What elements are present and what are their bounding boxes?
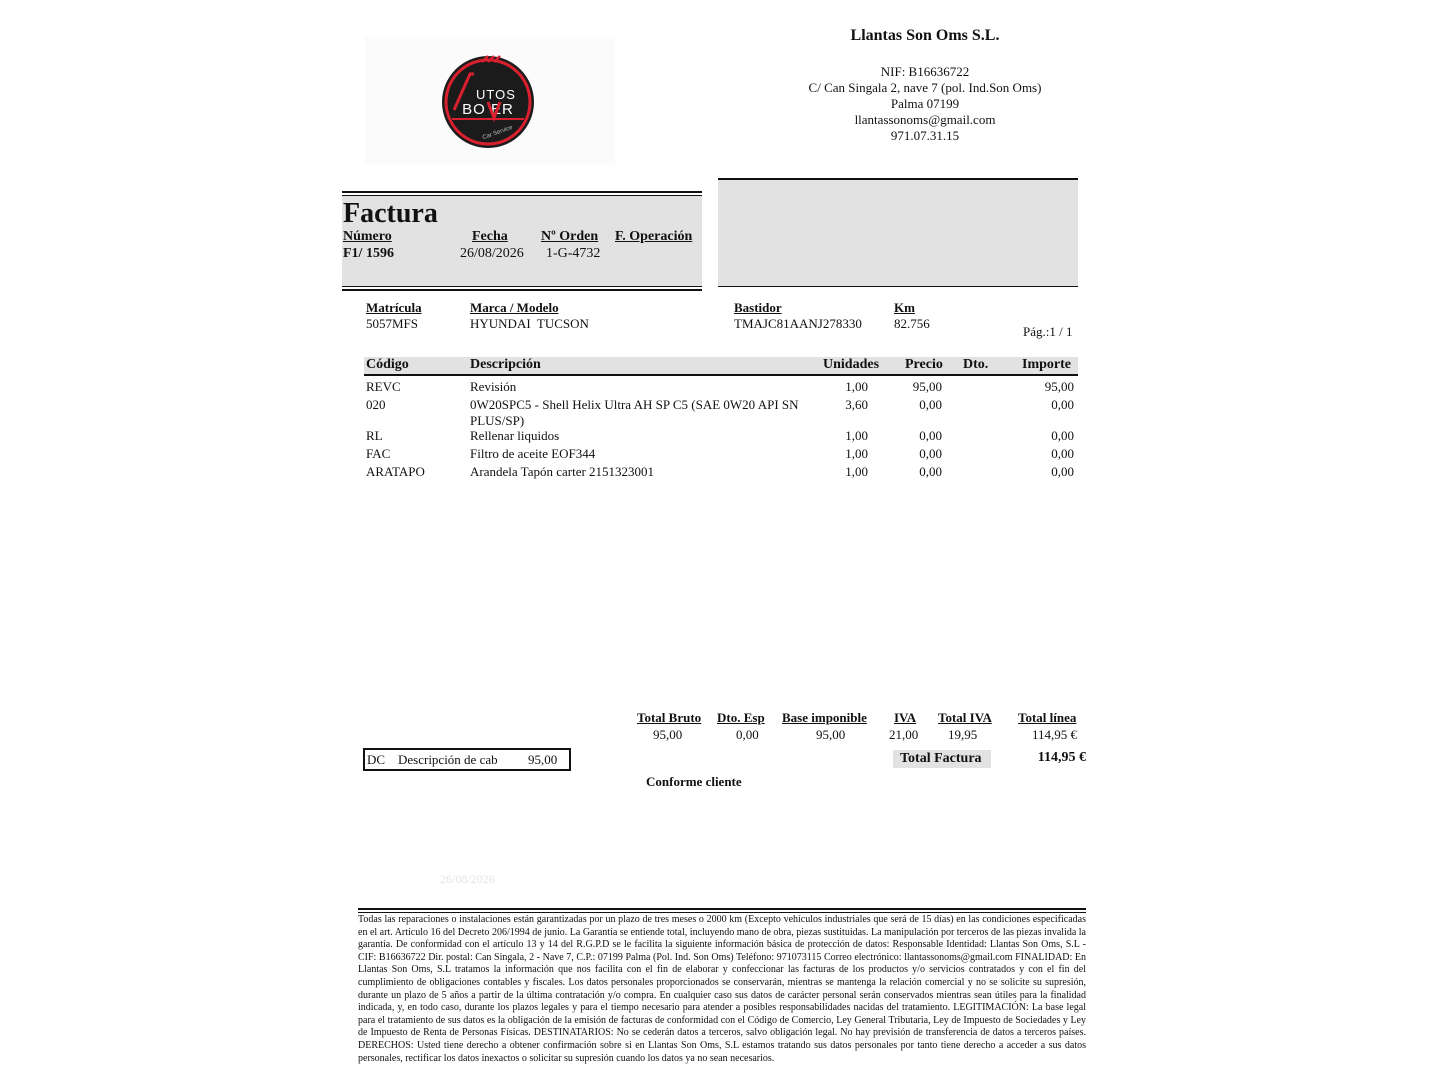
item-price: 0,00 (919, 428, 942, 443)
items-header-rule (364, 374, 1078, 376)
special-discount: 0,00 (736, 727, 759, 742)
gross-total: 95,00 (653, 727, 683, 742)
item-price: 0,00 (919, 464, 942, 479)
total-invoice-label: Total Factura (900, 751, 982, 766)
invoice-operation-header: F. Operación (615, 229, 693, 244)
faint-date: 26/08/2026 (440, 872, 495, 886)
plate-value: 5057MFS (366, 316, 419, 331)
invoice-date-header: Fecha (472, 229, 508, 244)
chassis-value: TMAJC81AANJ278330 (734, 316, 862, 331)
make-model-value: HYUNDAI TUCSON (470, 316, 589, 331)
company-email: llantassonoms@gmail.com (854, 112, 996, 127)
amount-column-header: Importe (1022, 357, 1071, 372)
client-box (718, 180, 1078, 286)
vat-rate: 21,00 (889, 727, 919, 742)
tax-base: 95,00 (816, 727, 846, 742)
dc-description: Descripción de cab (398, 752, 498, 767)
code-column-header: Código (366, 357, 409, 372)
logo-text-bottom: BO ER (462, 101, 514, 118)
units-column-header: Unidades (823, 357, 880, 372)
item-amount: 0,00 (1051, 397, 1074, 412)
footer-rule (358, 912, 1086, 913)
item-amount: 0,00 (1051, 428, 1074, 443)
client-box-rule (718, 286, 1078, 287)
special-discount-header: Dto. Esp (717, 710, 765, 725)
item-units: 1,00 (845, 379, 868, 394)
item-description: 0W20SPC5 - Shell Helix Ultra AH SP C5 (SAE 0W20 API SN PLUS/SP) (470, 397, 799, 428)
item-code: FAC (366, 446, 391, 461)
company-nif: NIF: B16636722 (880, 64, 970, 79)
description-column-header: Descripción (470, 357, 541, 372)
km-value: 82.756 (894, 316, 930, 331)
item-code: REVC (366, 379, 401, 394)
company-name: Llantas Son Oms S.L. (850, 27, 1000, 44)
invoice-number: F1/ 1596 (343, 246, 394, 261)
item-price: 0,00 (919, 397, 942, 412)
item-units: 3,60 (845, 397, 868, 412)
autos-bover-logo (438, 52, 538, 152)
page-number: Pág.:1 / 1 (1023, 324, 1073, 339)
item-description: Revisión (470, 379, 517, 394)
dc-value: 95,00 (528, 752, 558, 767)
invoice-box-rule (342, 191, 702, 193)
vat-total-header: Total IVA (938, 710, 992, 725)
company-address: C/ Can Singala 2, nave 7 (pol. Ind.Son Oms) (808, 80, 1042, 95)
line-total: 114,95 € (1032, 727, 1078, 742)
header-description-box (363, 748, 571, 771)
invoice-number-header: Número (343, 229, 392, 244)
logo-tagline: Car Service (481, 124, 514, 142)
company-info (760, 28, 1090, 144)
vat-total: 19,95 (948, 727, 978, 742)
invoice-box-rule (342, 286, 702, 287)
item-description: Arandela Tapón carter 2151323001 (470, 464, 655, 479)
company-phone: 971.07.31.15 (890, 128, 960, 143)
item-amount: 0,00 (1051, 464, 1074, 479)
plate-header: Matrícula (366, 300, 422, 315)
discount-column-header: Dto. (963, 357, 989, 372)
item-description: Rellenar liquidos (470, 428, 560, 443)
item-amount: 95,00 (1044, 379, 1074, 394)
legal-notice: Todas las reparaciones o instalaciones están garantizadas por un plazo de tres meses o 2000 km (Excepto vehículos industriales que será de 15 días) en las condiciones especificadas en el art. Artículo 16 del Decreto 206/1994 de junio. La Garantía se entiende total, incluyendo mano de obra, piezas sustituidas. La manipulación por terceros de las piezas invalida la garantía. De conformidad con el artículo 13 y 14 del R.G.P.D se le facilita la siguiente información básica de protección de datos: Responsable Identidad: Llantas Son Oms, S.L - CIF: B16636722 Dir. postal: Can Singala, 2 - Nave 7, C.P.: 07199 Palma (Pol. Ind. Son Oms) Teléfono: 971073115 Correo electrónico: llantassonoms@gmail.com FINALIDAD: En Llantas Son Oms, S.L tratamos la información que nos facilita con el fin de elaborar y confeccionar las facturas de los productos y/o servicios contratados y con el fin del cumplimiento de obligaciones contables y fiscales. Los datos personales proporcionados se conservarán, mientras se mantenga la relación comercial y no se solicite su supresión, durante un plazo de 5 años a partir de la última contratación y/o compra. En cualquier caso sus datos de carácter personal serán conservados mientras sean útiles para la finalidad indicada, y, en todo caso, durante los plazos legales y para el tiempo necesario para atender a posibles responsabilidades nacidas del tratamiento. LEGITIMACIÓN: La base legal para el tratamiento de sus datos es la obligación de la emisión de facturas de conformidad con el Código de Comercio, Ley General Tributaria, Ley de Impuesto de Sociedades y Ley de Impuesto de Renta de Personas Físicas. DESTINATARIOS: No se cederán datos a terceros, salvo obligación legal. No hay previsión de transferencia de datos a terceros países. DERECHOS: Usted tiene derecho a obtener confirmación sobre si en Llantas Son Oms, S.L estamos tratando sus datos personales por tanto tiene derecho a acceder a sus datos personales, rectificar los datos inexactos o solicitar su supresión cuando los datos ya no sean necesarios. (358, 914, 1086, 1064)
gross-total-header: Total Bruto (637, 710, 702, 725)
price-column-header: Precio (905, 357, 943, 372)
invoice-title: Factura (343, 198, 438, 229)
tax-base-header: Base imponible (782, 710, 867, 725)
item-price: 0,00 (919, 446, 942, 461)
invoice-date: 26/08/2026 (460, 246, 524, 261)
item-description: Filtro de aceite EOF344 (470, 446, 596, 461)
item-code: 020 (366, 397, 386, 412)
make-model-header: Marca / Modelo (470, 300, 559, 315)
chassis-header: Bastidor (734, 300, 782, 315)
item-code: RL (366, 428, 383, 443)
km-header: Km (894, 300, 915, 315)
dc-code: DC (367, 752, 386, 767)
company-city: Palma 07199 (890, 96, 960, 111)
item-price: 95,00 (912, 379, 942, 394)
item-code: ARATAPO (366, 464, 425, 479)
vat-rate-header: IVA (894, 710, 917, 725)
logo-text-top: UTOS (476, 87, 516, 102)
invoice-order-header: Nº Orden (541, 229, 599, 244)
item-units: 1,00 (845, 464, 868, 479)
invoice-box-rule (342, 289, 702, 291)
line-total-header: Total línea (1018, 710, 1077, 725)
invoice-order: 1-G-4732 (546, 246, 601, 261)
total-invoice-value: 114,95 € (1037, 750, 1086, 765)
item-amount: 0,00 (1051, 446, 1074, 461)
item-units: 1,00 (845, 446, 868, 461)
item-units: 1,00 (845, 428, 868, 443)
customer-approval-label: Conforme cliente (646, 774, 742, 789)
footer-rule (358, 908, 1086, 910)
